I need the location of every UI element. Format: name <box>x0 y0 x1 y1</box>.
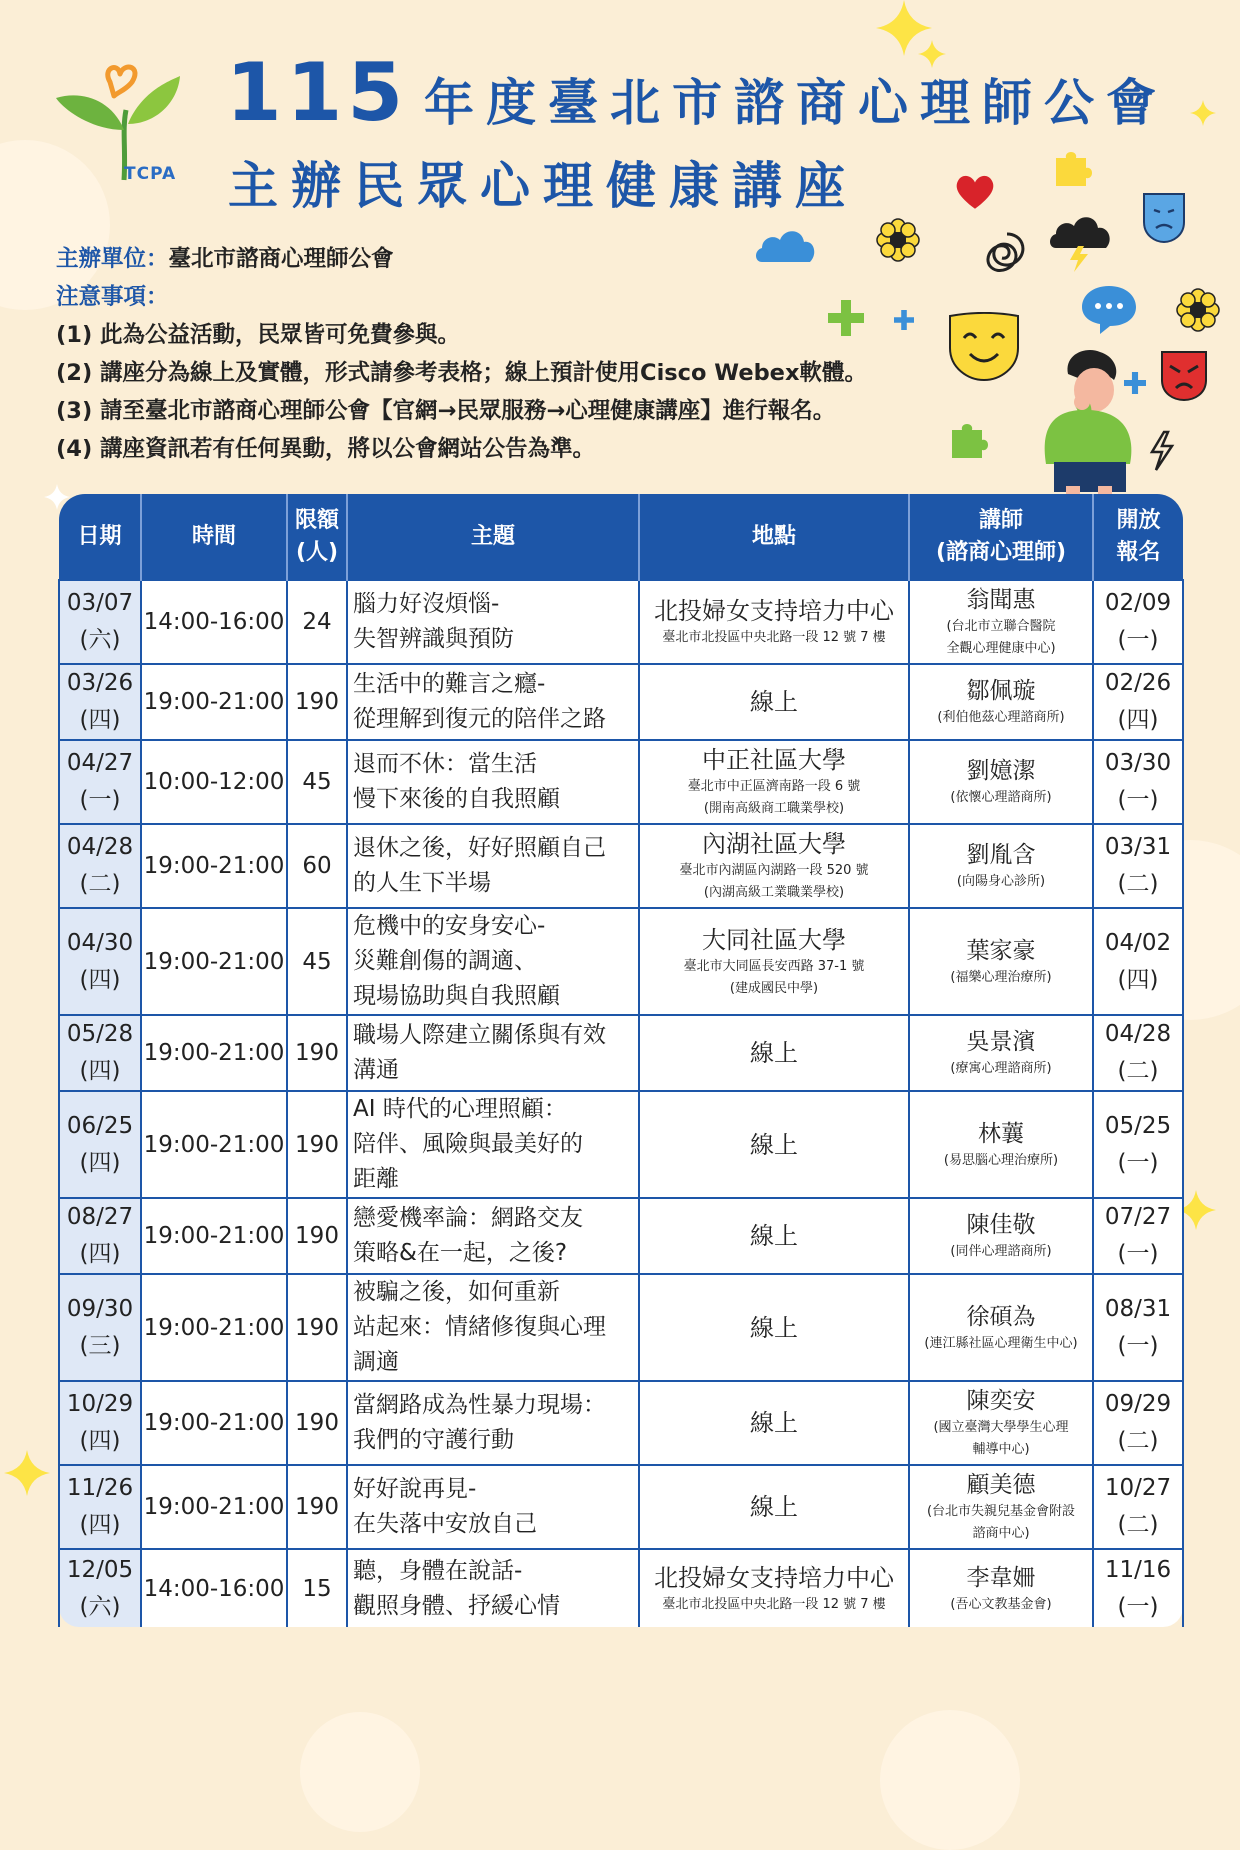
table-row <box>59 1274 1183 1381</box>
table-row <box>59 580 1183 664</box>
date-cell <box>59 1091 141 1198</box>
page-title <box>226 46 1168 139</box>
registration-date: 03/31 <box>1104 834 1172 860</box>
speaker-cell <box>909 664 1093 740</box>
background-blob <box>880 1710 1020 1850</box>
registration-weekday: (一) <box>1117 1593 1159 1620</box>
speaker-cell <box>909 1465 1093 1549</box>
speaker-organization: (依懷心理諮商所) <box>950 790 1052 805</box>
speaker-cell <box>909 908 1093 1015</box>
registration-weekday: (一) <box>1117 787 1159 813</box>
puzzle-icon <box>946 420 990 460</box>
registration-weekday: (二) <box>1117 871 1159 897</box>
title-year: 115 <box>226 46 408 139</box>
registration-cell <box>1093 1465 1183 1549</box>
date-cell <box>59 1198 141 1274</box>
topic-line: 災難創傷的調適、 <box>353 948 537 974</box>
table-row <box>59 908 1183 1015</box>
quota-cell: 190 <box>287 1198 347 1274</box>
date-value: 04/27 <box>66 750 134 776</box>
topic-cell <box>347 1015 639 1091</box>
date-value: 12/05 <box>66 1556 134 1583</box>
date-cell <box>59 664 141 740</box>
background-blob <box>300 1712 420 1832</box>
location-cell <box>639 1465 909 1549</box>
topic-cell <box>347 1091 639 1198</box>
sparkle-icon <box>1190 100 1216 126</box>
speaker-organization: (連江縣社區心理衛生中心) <box>924 1335 1078 1351</box>
topic-line: 失智辨識與預防 <box>353 626 514 652</box>
schedule-table-container <box>58 494 1182 1716</box>
notice-item: (3) 請至臺北市諮商心理師公會【官網→民眾服務→心理健康講座】進行報名。 <box>56 398 836 424</box>
date-weekday: (四) <box>79 1149 121 1176</box>
topic-cell <box>347 1465 639 1549</box>
header-registration: 開放 報名 <box>1093 494 1183 580</box>
table-header-row <box>59 494 1183 580</box>
heart-icon <box>954 172 996 212</box>
scribble-icon <box>982 230 1032 280</box>
table-row <box>59 824 1183 908</box>
table-row <box>59 1091 1183 1198</box>
time-cell: 19:00-21:00 <box>141 1381 287 1465</box>
registration-cell <box>1093 1015 1183 1091</box>
speaker-organization: (易思腦心理治療所) <box>943 1152 1059 1168</box>
location-name: 線上 <box>750 1409 798 1437</box>
sparkle-icon <box>4 1450 50 1496</box>
topic-line: 慢下來後的自我照顧 <box>353 786 560 812</box>
date-weekday: (四) <box>79 1058 121 1084</box>
quota-cell: 45 <box>287 740 347 824</box>
speaker-name: 顧美德 <box>966 1472 1036 1498</box>
topic-line: 退而不休：當生活 <box>353 751 537 777</box>
date-value: 09/30 <box>66 1295 134 1322</box>
title-organization: 年度臺北市諮商心理師公會 <box>424 74 1168 132</box>
date-weekday: (四) <box>79 1512 121 1538</box>
speaker-organization: (福樂心理治療所) <box>950 969 1052 985</box>
notice-item: (4) 講座資訊若有任何異動，將以公會網站公告為準。 <box>56 436 596 462</box>
location-address: 臺北市北投區中央北路一段 12 號 7 樓 <box>662 630 886 645</box>
page-subtitle: 主辦民眾心理健康講座 <box>228 157 858 215</box>
topic-line: 聽，身體在說話- <box>353 1557 523 1584</box>
quota-cell: 190 <box>287 664 347 740</box>
date-weekday: (四) <box>79 1428 121 1454</box>
sad-mask-icon <box>1142 192 1186 244</box>
location-address: (開南高級商工職業學校) <box>703 801 845 816</box>
speaker-organization: (吾心文教基金會) <box>950 1596 1052 1612</box>
location-name: 大同社區大學 <box>702 925 846 954</box>
topic-line: AI 時代的心理照顧： <box>353 1096 567 1122</box>
sparkle-icon <box>918 40 946 68</box>
speaker-name: 陳佳敬 <box>966 1212 1036 1238</box>
speaker-name: 葉家豪 <box>966 937 1036 964</box>
topic-line: 溝通 <box>353 1057 399 1083</box>
speaker-organization: (向陽身心診所) <box>956 874 1046 889</box>
registration-weekday: (一) <box>1117 627 1159 653</box>
topic-line: 距離 <box>353 1166 399 1192</box>
registration-weekday: (二) <box>1117 1058 1159 1084</box>
logo-text: TCPA <box>124 164 177 184</box>
lightning-icon <box>1146 430 1176 472</box>
quota-cell: 24 <box>287 580 347 664</box>
speaker-name: 李韋姍 <box>966 1564 1036 1591</box>
puzzle-icon <box>1050 148 1094 188</box>
chat-bubble-icon <box>1080 284 1138 336</box>
topic-line: 當網路成為性暴力現場： <box>353 1392 606 1418</box>
quota-cell: 190 <box>287 1381 347 1465</box>
topic-line: 站起來：情緒修復與心理 <box>353 1314 606 1340</box>
location-address: (建成國民中學) <box>729 980 819 996</box>
registration-date: 02/09 <box>1104 590 1172 616</box>
registration-date: 07/27 <box>1104 1204 1172 1230</box>
date-value: 10/29 <box>66 1391 134 1417</box>
date-cell <box>59 1381 141 1465</box>
topic-line: 生活中的難言之癮- <box>353 671 546 697</box>
registration-cell <box>1093 1274 1183 1381</box>
quota-cell: 45 <box>287 908 347 1015</box>
registration-cell <box>1093 580 1183 664</box>
speaker-organization: (台北市立聯合醫院 <box>946 619 1056 634</box>
date-cell <box>59 1015 141 1091</box>
speaker-organization: 全觀心理健康中心) <box>946 641 1056 656</box>
topic-line: 職場人際建立關係與有效 <box>353 1022 606 1048</box>
location-cell <box>639 1015 909 1091</box>
registration-weekday: (四) <box>1117 707 1159 733</box>
registration-date: 05/25 <box>1104 1112 1172 1139</box>
table-row <box>59 740 1183 824</box>
date-cell <box>59 824 141 908</box>
organizer-value: 臺北市諮商心理師公會 <box>168 246 394 272</box>
location-cell <box>639 824 909 908</box>
quota-cell: 15 <box>287 1549 347 1627</box>
location-name: 線上 <box>750 1313 798 1342</box>
quota-cell: 190 <box>287 1091 347 1198</box>
date-weekday: (六) <box>79 1593 121 1620</box>
location-cell <box>639 740 909 824</box>
date-cell <box>59 1465 141 1549</box>
speaker-cell <box>909 1381 1093 1465</box>
header-speaker: 講師 (諮商心理師) <box>909 494 1093 580</box>
date-value: 05/28 <box>66 1021 134 1047</box>
registration-cell <box>1093 1381 1183 1465</box>
happy-mask-icon <box>948 312 1020 382</box>
topic-line: 現場協助與自我照顧 <box>353 983 560 1009</box>
time-cell: 19:00-21:00 <box>141 1465 287 1549</box>
time-cell: 14:00-16:00 <box>141 1549 287 1627</box>
table-row <box>59 1549 1183 1627</box>
date-cell <box>59 908 141 1015</box>
registration-weekday: (一) <box>1117 1332 1159 1359</box>
registration-date: 09/29 <box>1104 1391 1172 1417</box>
flower-icon <box>1176 288 1220 332</box>
location-cell <box>639 1198 909 1274</box>
registration-date: 03/30 <box>1104 750 1172 776</box>
date-weekday: (四) <box>79 707 121 733</box>
speaker-organization: (國立臺灣大學學生心理 <box>933 1420 1069 1435</box>
header-date: 日期 <box>59 494 141 580</box>
topic-cell <box>347 580 639 664</box>
location-cell <box>639 908 909 1015</box>
registration-cell <box>1093 824 1183 908</box>
quota-cell: 190 <box>287 1465 347 1549</box>
location-cell <box>639 664 909 740</box>
topic-cell <box>347 1381 639 1465</box>
location-cell <box>639 1091 909 1198</box>
speaker-organization: (台北市失親兒基金會附設 <box>926 1504 1076 1519</box>
topic-cell <box>347 908 639 1015</box>
notice-item: (1) 此為公益活動，民眾皆可免費參與。 <box>56 322 461 348</box>
speaker-cell <box>909 1549 1093 1627</box>
date-weekday: (四) <box>79 1241 121 1267</box>
table-row <box>59 1015 1183 1091</box>
registration-date: 02/26 <box>1104 670 1172 696</box>
topic-cell <box>347 1198 639 1274</box>
topic-cell <box>347 1274 639 1381</box>
notice-label: 注意事項： <box>56 284 169 310</box>
location-address: 臺北市中正區濟南路一段 6 號 <box>687 779 861 794</box>
location-name: 中正社區大學 <box>702 746 846 774</box>
quota-cell: 190 <box>287 1015 347 1091</box>
registration-date: 08/31 <box>1104 1295 1172 1322</box>
table-row <box>59 1198 1183 1274</box>
location-name: 線上 <box>750 1039 798 1067</box>
registration-weekday: (四) <box>1117 966 1159 993</box>
time-cell: 19:00-21:00 <box>141 824 287 908</box>
date-weekday: (一) <box>79 787 121 813</box>
registration-weekday: (二) <box>1117 1512 1159 1538</box>
topic-line: 腦力好沒煩惱- <box>353 591 500 617</box>
location-cell <box>639 1381 909 1465</box>
location-name: 線上 <box>750 1493 798 1521</box>
location-cell <box>639 1274 909 1381</box>
speaker-name: 徐碩為 <box>966 1303 1036 1330</box>
header-time: 時間 <box>141 494 287 580</box>
schedule-table <box>58 494 1184 1627</box>
speaker-cell <box>909 1274 1093 1381</box>
time-cell: 14:00-16:00 <box>141 580 287 664</box>
table-row <box>59 1465 1183 1549</box>
speaker-organization: (同伴心理諮商所) <box>950 1244 1052 1259</box>
header-topic: 主題 <box>347 494 639 580</box>
organizer-label: 主辦單位： <box>56 246 169 272</box>
speaker-cell <box>909 1091 1093 1198</box>
registration-date: 04/02 <box>1104 929 1172 956</box>
location-address: 臺北市內湖區內湖路一段 520 號 <box>679 863 869 878</box>
speaker-name: 吳景濱 <box>966 1029 1036 1055</box>
registration-weekday: (一) <box>1117 1149 1159 1176</box>
date-value: 03/07 <box>66 590 134 616</box>
speaker-name: 鄒佩璇 <box>966 678 1036 704</box>
time-cell: 19:00-21:00 <box>141 1015 287 1091</box>
date-value: 11/26 <box>66 1475 134 1501</box>
date-cell <box>59 1274 141 1381</box>
speaker-cell <box>909 1198 1093 1274</box>
time-cell: 19:00-21:00 <box>141 1198 287 1274</box>
time-cell: 19:00-21:00 <box>141 1091 287 1198</box>
registration-cell <box>1093 664 1183 740</box>
location-cell <box>639 580 909 664</box>
date-value: 04/30 <box>66 929 134 956</box>
topic-line: 我們的守護行動 <box>353 1427 514 1453</box>
topic-line: 在失落中安放自己 <box>353 1511 537 1537</box>
notice-item: (2) 講座分為線上及實體，形式請參考表格；線上預計使用Cisco Webex軟體。 <box>56 360 867 386</box>
speaker-name: 劉嬑潔 <box>966 758 1036 784</box>
speaker-name: 陳奕安 <box>966 1388 1036 1414</box>
date-value: 08/27 <box>66 1204 134 1230</box>
topic-cell <box>347 664 639 740</box>
topic-line: 陪伴、風險與最美好的 <box>353 1131 583 1157</box>
location-name: 北投婦女支持培力中心 <box>654 1563 894 1592</box>
date-value: 04/28 <box>66 834 134 860</box>
registration-cell <box>1093 740 1183 824</box>
location-name: 線上 <box>750 1222 798 1250</box>
speaker-cell <box>909 824 1093 908</box>
date-weekday: (六) <box>79 627 121 653</box>
notes-section <box>56 240 867 468</box>
registration-date: 10/27 <box>1104 1475 1172 1501</box>
speaker-organization: (利伯他茲心理諮商所) <box>937 710 1065 725</box>
registration-cell <box>1093 908 1183 1015</box>
registration-date: 11/16 <box>1104 1556 1172 1583</box>
topic-line: 危機中的安身安心- <box>353 913 546 939</box>
location-name: 線上 <box>750 688 798 716</box>
topic-line: 調適 <box>353 1349 399 1375</box>
registration-cell <box>1093 1091 1183 1198</box>
location-name: 北投婦女支持培力中心 <box>654 597 894 625</box>
registration-cell <box>1093 1198 1183 1274</box>
storm-cloud-icon <box>1048 214 1114 272</box>
registration-date: 04/28 <box>1104 1021 1172 1047</box>
organizer-line <box>56 240 867 278</box>
location-name: 內湖社區大學 <box>702 830 846 858</box>
topic-line: 觀照身體、抒緩心情 <box>353 1592 560 1619</box>
speaker-name: 翁聞惠 <box>966 587 1036 613</box>
registration-cell <box>1093 1549 1183 1627</box>
header-location: 地點 <box>639 494 909 580</box>
angry-mask-icon <box>1160 350 1208 402</box>
location-name: 線上 <box>750 1130 798 1159</box>
topic-cell <box>347 740 639 824</box>
speaker-organization: (療寓心理諮商所) <box>950 1061 1052 1076</box>
table-row <box>59 1381 1183 1465</box>
time-cell: 19:00-21:00 <box>141 1274 287 1381</box>
quota-cell: 190 <box>287 1274 347 1381</box>
location-address: (內湖高級工業職業學校) <box>703 885 845 900</box>
speaker-cell <box>909 740 1093 824</box>
topic-line: 戀愛機率論：網路交友 <box>353 1205 583 1231</box>
topic-cell <box>347 1549 639 1627</box>
speaker-organization: 輔導中心) <box>972 1442 1030 1457</box>
speaker-name: 林蘘 <box>978 1120 1024 1147</box>
date-weekday: (三) <box>79 1332 121 1359</box>
plus-icon <box>894 310 914 330</box>
registration-weekday: (一) <box>1117 1241 1159 1267</box>
date-value: 03/26 <box>66 670 134 696</box>
topic-line: 從理解到復元的陪伴之路 <box>353 706 606 732</box>
table-row <box>59 664 1183 740</box>
speaker-cell <box>909 1015 1093 1091</box>
location-address: 臺北市北投區中央北路一段 12 號 7 樓 <box>662 1596 886 1612</box>
date-cell <box>59 580 141 664</box>
speaker-organization: 諮商中心) <box>972 1526 1030 1541</box>
date-weekday: (二) <box>79 871 121 897</box>
location-cell <box>639 1549 909 1627</box>
topic-cell <box>347 824 639 908</box>
date-cell <box>59 1549 141 1627</box>
speaker-cell <box>909 580 1093 664</box>
topic-line: 的人生下半場 <box>353 870 491 896</box>
topic-line: 被騙之後，如何重新 <box>353 1279 560 1305</box>
quota-cell: 60 <box>287 824 347 908</box>
date-value: 06/25 <box>66 1112 134 1139</box>
header-quota: 限額 (人) <box>287 494 347 580</box>
topic-line: 策略&在一起，之後? <box>353 1240 568 1266</box>
time-cell: 19:00-21:00 <box>141 664 287 740</box>
date-weekday: (四) <box>79 966 121 993</box>
flower-icon <box>876 218 920 262</box>
registration-weekday: (二) <box>1117 1428 1159 1454</box>
location-address: 臺北市大同區長安西路 37-1 號 <box>683 958 865 974</box>
date-cell <box>59 740 141 824</box>
topic-line: 退休之後，好好照顧自己 <box>353 835 606 861</box>
time-cell: 19:00-21:00 <box>141 908 287 1015</box>
time-cell: 10:00-12:00 <box>141 740 287 824</box>
speaker-name: 劉胤含 <box>966 842 1036 868</box>
topic-line: 好好說再見- <box>353 1476 477 1502</box>
